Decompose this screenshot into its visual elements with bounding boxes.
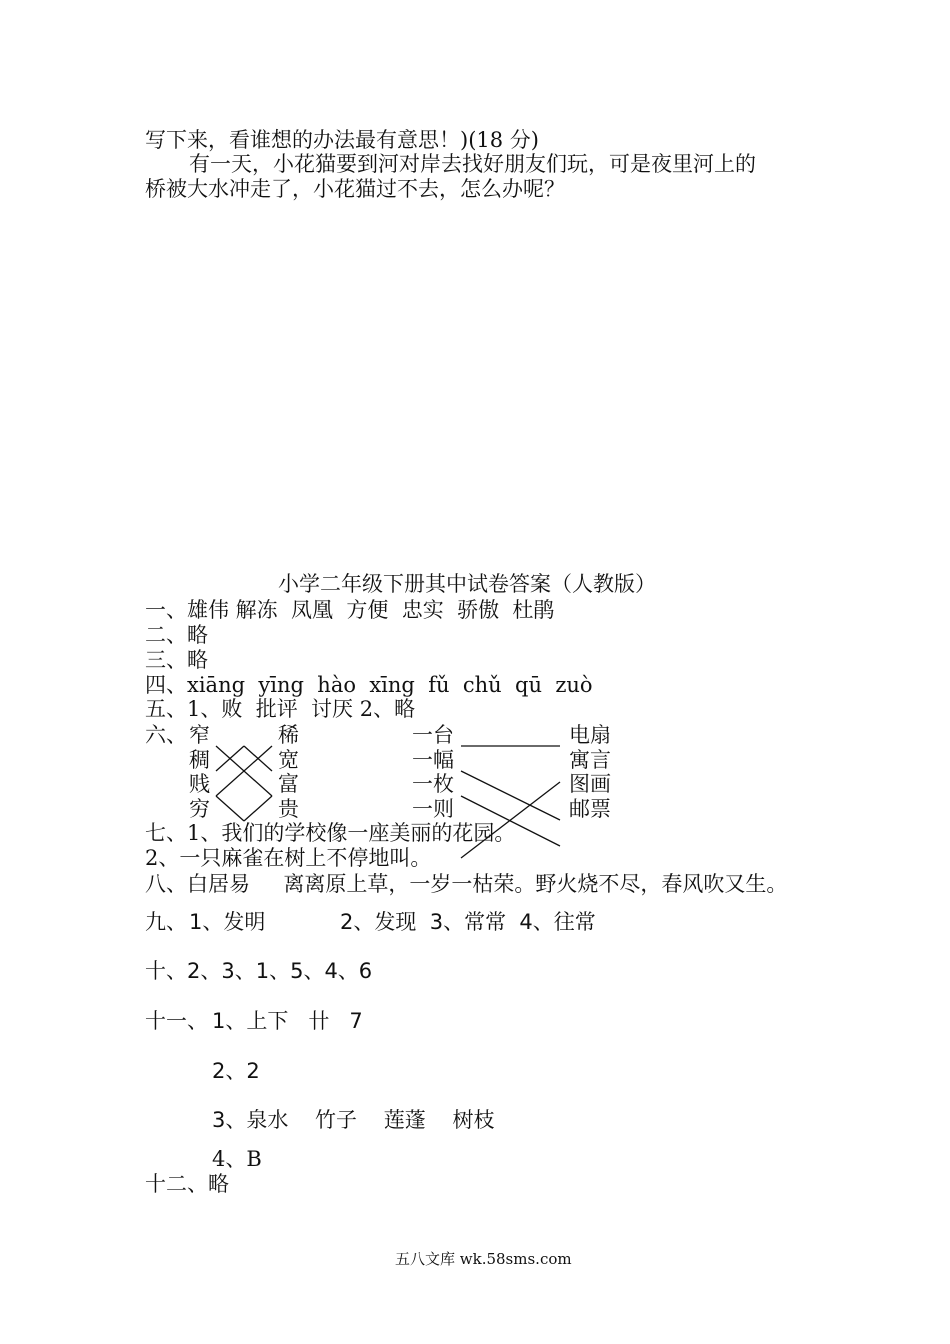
antonym-left-word: 贱 [189, 772, 210, 796]
measure-word: 一幅 [412, 748, 454, 772]
antonym-right-word: 贵 [278, 797, 299, 821]
answer-11-label: 十一、 [145, 1009, 208, 1033]
answer-3: 三、略 [145, 648, 208, 672]
question-prompt-line-1: 写下来，看谁想的办法最有意思！)(18 分) [145, 128, 539, 152]
answer-10: 十、2、3、1、5、4、6 [145, 959, 373, 983]
noun-word: 图画 [569, 772, 611, 796]
answer-1: 一、雄伟 解冻 凤凰 方便 忠实 骄傲 杜鹃 [145, 598, 555, 622]
answer-key-title: 小学二年级下册其中试卷答案（人教版） [278, 572, 656, 596]
answer-2: 二、略 [145, 623, 208, 647]
match-line [461, 771, 560, 820]
antonym-left-word: 稠 [189, 748, 210, 772]
antonym-left-word: 穷 [189, 797, 210, 821]
match-line [244, 796, 272, 821]
antonym-left-word: 窄 [189, 723, 210, 747]
answer-7-2: 2、一只麻雀在树上不停地叫。 [145, 846, 432, 870]
page-footer: 五八文库 wk.58sms.com [395, 1250, 572, 1268]
measure-word: 一台 [412, 723, 454, 747]
noun-word: 电扇 [569, 723, 611, 747]
noun-word: 寓言 [569, 748, 611, 772]
answer-8: 八、白居易 离离原上草，一岁一枯荣。野火烧不尽，春风吹又生。 [145, 872, 788, 896]
measure-word: 一枚 [412, 772, 454, 796]
question-prompt-line-2: 有一天，小花猫要到河对岸去找好朋友们玩，可是夜里河上的 [189, 152, 756, 176]
answer-6-label: 六、 [145, 723, 187, 747]
answer-7-1: 七、1、我们的学校像一座美丽的花园。 [145, 821, 516, 845]
measure-word: 一则 [412, 797, 454, 821]
match-line [216, 796, 244, 821]
answer-11-item-3: 3、泉水 竹子 莲蓬 树枝 [212, 1108, 495, 1132]
answer-12: 十二、略 [145, 1172, 229, 1196]
antonym-right-word: 稀 [278, 723, 299, 747]
match-line [461, 782, 560, 858]
answer-11-item-4: 4、B [212, 1147, 262, 1171]
answer-5: 五、1、败 批评 讨厌 2、略 [145, 697, 416, 721]
answer-9-part-b: 2、发现 3、常常 4、往常 [340, 910, 596, 934]
answer-11-item-2: 2、2 [212, 1059, 260, 1083]
question-prompt-line-3: 桥被大水冲走了，小花猫过不去，怎么办呢？ [145, 177, 565, 201]
answer-9-label: 九、 [145, 910, 187, 934]
answer-9-part-a: 1、发明 [189, 910, 266, 934]
answer-11-item-1: 1、上下 卄 7 [212, 1009, 363, 1033]
noun-word: 邮票 [569, 797, 611, 821]
answer-4-pinyin: 四、xiāng yīng hào xīng fǔ chǔ qū zuò [145, 673, 593, 697]
antonym-right-word: 富 [278, 772, 299, 796]
antonym-right-word: 宽 [278, 748, 299, 772]
